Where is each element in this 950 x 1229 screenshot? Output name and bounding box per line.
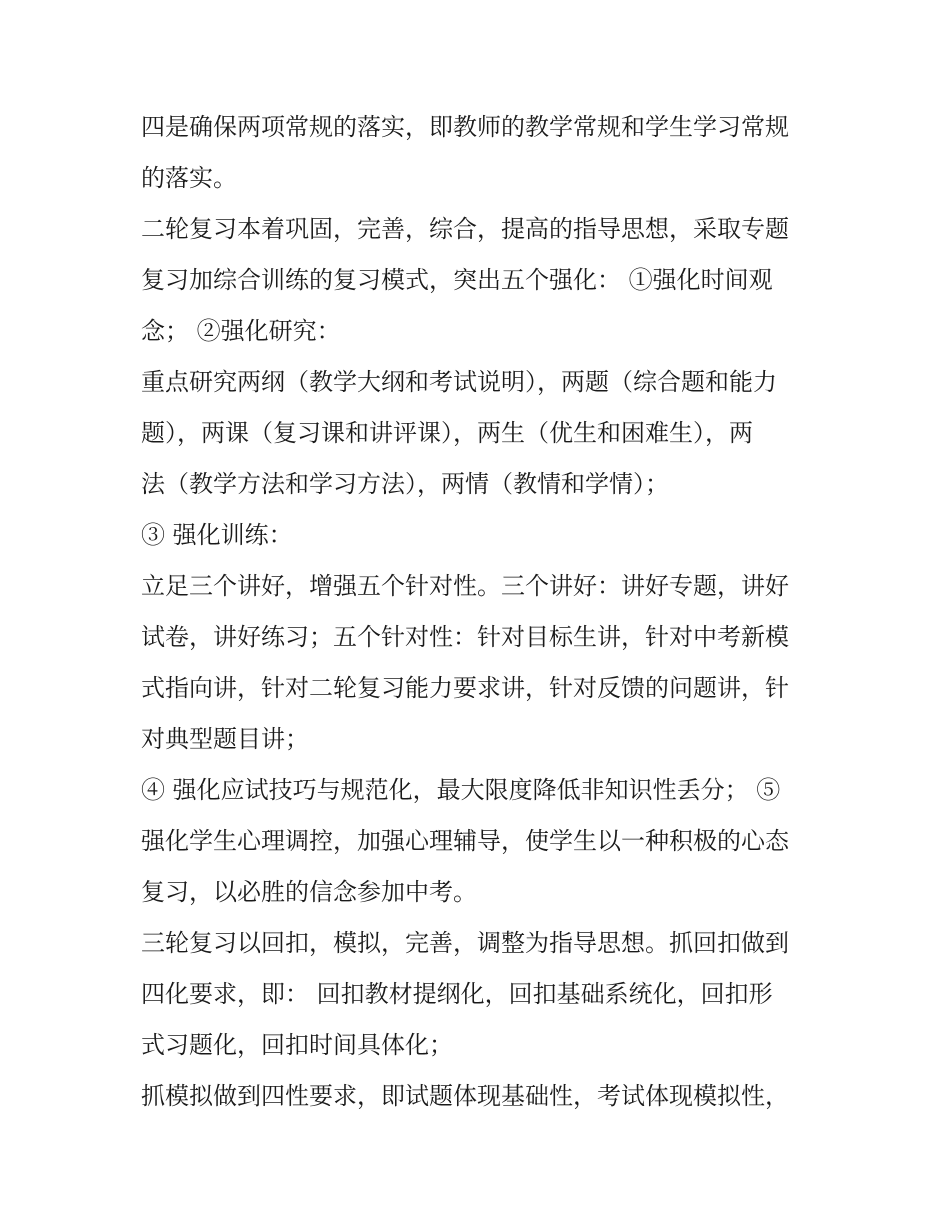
text-line: 式指向讲，针对二轮复习能力要求讲，针对反馈的问题讲，针: [141, 674, 789, 702]
text-line: ④ 强化应试技巧与规范化，最大限度降低非知识性丢分； ⑤: [141, 776, 781, 804]
text-line: 抓模拟做到四性要求，即试题体现基础性，考试体现模拟性，: [141, 1082, 789, 1110]
text-line: 三轮复习以回扣，模拟，完善，调整为指导思想。抓回扣做到: [141, 929, 789, 957]
text-line: 二轮复习本着巩固，完善，综合，提高的指导思想，采取专题: [141, 215, 789, 243]
text-line: 四化要求，即： 回扣教材提纲化，回扣基础系统化，回扣形: [141, 980, 773, 1008]
text-line: 强化学生心理调控，加强心理辅导，使学生以一种积极的心态: [141, 827, 789, 855]
text-line: 念； ②强化研究：: [141, 317, 341, 345]
text-line: 四是确保两项常规的落实，即教师的教学常规和学生学习常规: [141, 113, 789, 141]
text-line: 的落实。: [141, 164, 237, 192]
text-line: 对典型题目讲；: [141, 725, 309, 753]
text-line: 试卷，讲好练习；五个针对性：针对目标生讲，针对中考新模: [141, 623, 789, 651]
body-text: [141, 102, 821, 1122]
text-line: 复习加综合训练的复习模式，突出五个强化： ①强化时间观: [141, 266, 773, 294]
text-line: ③ 强化训练：: [141, 521, 293, 549]
text-line: 立足三个讲好，增强五个针对性。三个讲好：讲好专题，讲好: [141, 572, 789, 600]
text-line: 题），两课（复习课和讲评课），两生（优生和困难生），两: [141, 419, 753, 447]
text-line: 重点研究两纲（教学大纲和考试说明），两题（综合题和能力: [141, 368, 777, 396]
text-line: 复习，以必胜的信念参加中考。: [141, 878, 477, 906]
text-line: 法（教学方法和学习方法），两情（教情和学情）；: [141, 470, 669, 498]
text-line: 式习题化，回扣时间具体化；: [141, 1031, 453, 1059]
